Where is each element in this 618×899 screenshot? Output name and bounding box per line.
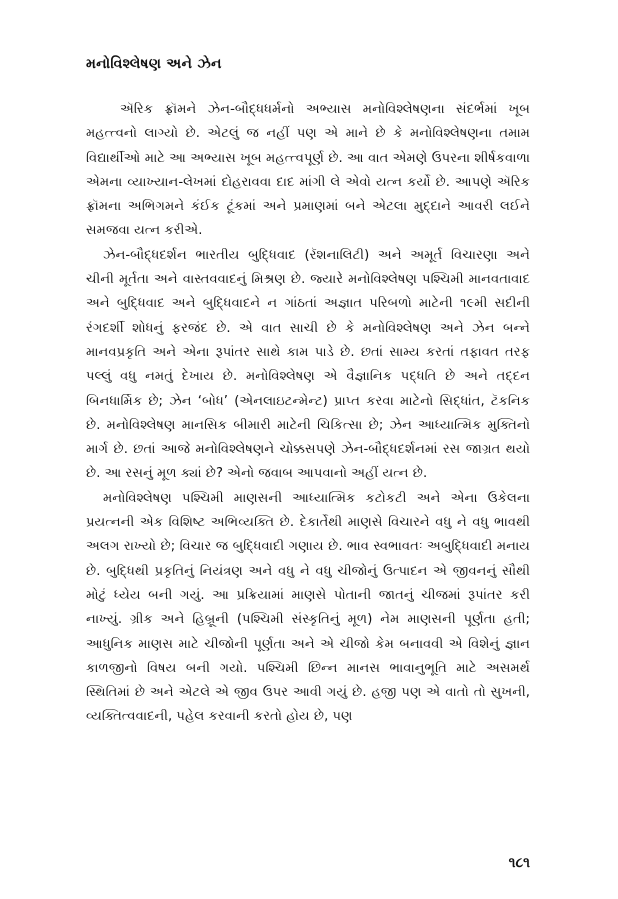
paragraph-3: મનોવિશ્લેષણ પશ્ચિમી માણસની આધ્યાત્મિક કટોકટી અને એના ઉકેલના પ્રયત્નની એક વિશિષ્ટ અભિવ્યક્તિ છે. દેકાર્તેથી માણસે વિચારને વધુ ને વધુ ભાવથી અલગ રાખ્યો છે; વિચાર જ બુદ્ધિવાદી ગણાય છે. ભાવ સ્વભાવતઃ અબુદ્ધિવાદી મનાય છે. બુદ્ધિથી પ્રકૃતિનું નિયંત્રણ અને વધુ ને વધુ ચીજોનું ઉત્પાદન એ જીવનનું સૌથી મોટું ધ્યેય બની ગયું. આ પ્રક્રિયામાં માણસે પોતાની જાતનું ચીજમાં રૂપાંતર કરી નાખ્યું. ગ્રીક અને હિબ્રૂની (પશ્ચિમી સંસ્કૃતિનું મૂળ) નેમ માણસની પૂર્ણતા હતી; આધુનિક માણસ માટે ચીજોની પૂર્ણતા અને એ ચીજો કેમ બનાવવી એ વિશેનું જ્ઞાન કાળજીનો વિષય બની ગયો. પશ્ચિમી છિન્ન માનસ ભાવાનુભૂતિ માટે અસમર્થ સ્થિતિમાં છે અને એટલે એ જીવ ઉપર આવી ગયું છે. હજી પણ એ વાતો તો સુખની, વ્યક્તિત્વવાદની, પહેલ કરવાની કરતો હોય છે, પણ (86, 490, 530, 725)
paragraph-1: ઍરિક ફ્રૉમને ઝેન-બૌદ્ધધર્મનો અભ્યાસ મનોવિશ્લેષણના સંદર્ભમાં ખૂબ મહત્ત્વનો લાગ્યો છે. એટલું જ નહીં પણ એ માને છે કે મનોવિશ્લેષણના તમામ વિદ્યાર્થીઓ માટે આ અભ્યાસ ખૂબ મહત્ત્વપૂર્ણ છે. આ વાત એમણે ઉપરના શીર્ષકવાળા એમના વ્યાખ્યાન-લેખમાં દોહરાવવા દાદ માંગી લે એવો યત્ન કર્યો છે. આપણે ઍરિક ફ્રૉમના અભિગમને કંઈક ટૂંકમાં અને પ્રમાણમાં બને એટલા મુદ્દાને આવરી લઈને સમજવા યત્ન કરીએ. (86, 102, 530, 239)
page-number: ૧૮૧ (508, 855, 530, 871)
paragraph-2: ઝેન-બૌદ્ધદર્શન ભારતીય બુદ્ધિવાદ (રૅશનાલિટી) અને અમૂર્ત વિચારણા અને ચીની મૂર્તતા અને વાસ્તવવાદનું મિશ્રણ છે. જ્યારે મનોવિશ્લેષણ પશ્ચિમી માનવતાવાદ અને બુદ્ધિવાદ અને બુદ્ધિવાદને ન ગાંઠતાં અજ્ઞાત પરિબળો માટેની ૧૯મી સદીની રંગદર્શી શોધનું ફરજંદ છે. એ વાત સાચી છે કે મનોવિશ્લેષણ અને ઝેન બન્ને માનવપ્રકૃતિ અને એના રૂપાંતર સાથે કામ પાડે છે. છતાં સામ્ય કરતાં તફાવત તરફ પલ્લું વધુ નમતું દેખાય છે. મનોવિશ્લેષણ એ વૈજ્ઞાનિક પદ્ધતિ છે અને તદ્દન બિનધાર્મિક છે; ઝેન ‘બોધ’ (એનલાઇટન્મેન્ટ) પ્રાપ્ત કરવા માટેનો સિદ્ધાંત, ટૅકનિક છે. મનોવિશ્લેષણ માનસિક બીમારી માટેની ચિકિત્સા છે; ઝેન આધ્યાત્મિક મુક્તિનો માર્ગ છે. છતાં આજે મનોવિશ્લેષણને ચોક્કસપણે ઝેન-બૌદ્ધદર્શનમાં રસ જાગ્રત થયો છે. આ રસનું મૂળ ક્યાં છે? એનો જવાબ આપવાનો અહીં યત્ન છે. (86, 247, 530, 482)
running-head: મનોવિશ્લેષણ અને ઝેન (86, 56, 222, 72)
body-text (86, 98, 530, 730)
